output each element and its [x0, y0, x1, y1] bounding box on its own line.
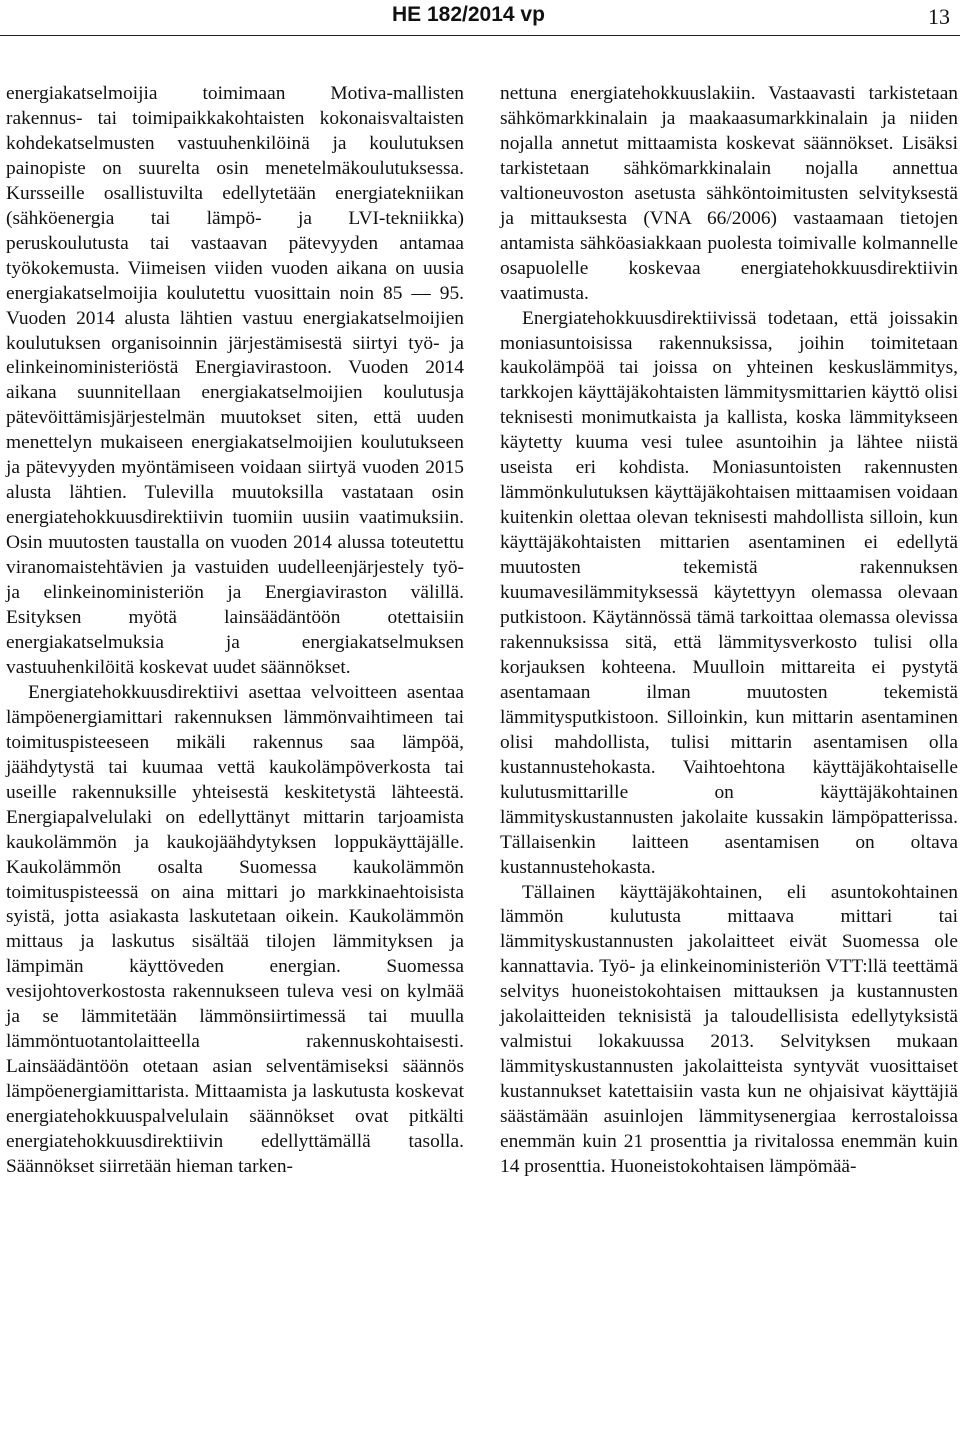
- paragraph: Energiatehokkuusdirektiivissä todetaan, että joissakin moniasuntoisissa rakennuksissa, joihin toimitetaan kaukolämpöä tai joissa on yhteinen keskuslämmitys, tarkkojen käyttäjäkohtaisten lämmitysmittarien käyttö olisi teknisesti monimutkaista ja kallista, koska lämmitykseen käytetty kuuma vesi tulee asuntoihin ja lähtee niistä useista eri kohdista. Moniasuntoisten rakennusten lämmönkulutuksen käyttäjäkohtaisen mittaamisen voidaan kuitenkin olettaa olevan teknisesti mahdollista silloin, kun käyttäjäkohtaisten mittarien asentaminen ei edellytä muutosten tekemistä rakennuksen kuumavesilämmityksessä käytettyyn olemassa olevaan putkistoon. Käytännössä tämä tarkoittaa olemassa olevissa rakennuksissa sitä, että lämmitysverkosto tulisi olla korjauksen kohteena. Muulloin mittareita ei pystytä asentamaan ilman muutosten tekemistä lämmitysputkistoon. Silloinkin, kun mittarin asentaminen olisi mahdollista, tulisi mittarin asentamisen olla kustannustehokasta. Vaihtoehtona käyttäjäkohtaiselle kulutusmittarille on käyttäjäkohtainen lämmityskustannusten jakolaite kussakin lämpöpatterissa. Tällaisenkin laitteen asentamisen on oltava kustannustehokasta.: [500, 307, 958, 878]
- page-header: [0, 0, 960, 34]
- document-id: HE 182/2014 vp: [392, 3, 545, 26]
- paragraph: Energiatehokkuusdirektiivi asettaa velvoitteen asentaa lämpöenergiamittari rakennuksen lämmönvaihtimeen tai toimituspisteeseen mikäli rakennus saa lämpöä, jäähdytystä tai kuumaa vettä kaukolämpöverkosta tai useille rakennuksille yhteisestä keskitetystä lähteestä. Energiapalvelulaki on edellyttänyt mittarin tarjoamista kaukolämmön ja kaukojäähdytyksen loppukäyttäjälle. Kaukolämmön osalta Suomessa kaukolämmön toimituspisteessä on aina mittari jo markkinaehtoisista syistä, jotta asiakasta laskutetaan oikein. Kaukolämmön mittaus ja laskutus sisältää tilojen lämmityksen ja lämpimän käyttöveden energian. Suomessa vesijohtoverkostosta rakennukseen tuleva vesi on kylmää ja se lämmitetään lämmönsiirtimessä tai muulla lämmöntuotantolaitteella rakennuskohtaisesti. Lainsäädäntöön otetaan asian selventämiseksi säännös lämpöenergiamittarista. Mittaamista ja laskutusta koskevat energiatehokkuuspalvelulain säännökset ovat pitkälti energiatehokkuusdirektiivin edellyttämällä tasolla. Säännökset siirretään hieman tarken-: [6, 681, 464, 1177]
- paragraph: Tällainen käyttäjäkohtainen, eli asuntokohtainen lämmön kulutusta mittaava mittari tai lämmityskustannusten jakolaitteet eivät Suomessa ole kannattavia. Työ- ja elinkeinoministeriön VTT:llä teettämä selvitys huoneistokohtaisen mittauksen ja kustannusten jakolaitteiden teknisistä ja taloudellisista edellytyksistä valmistui lokakuussa 2013. Selvityksen mukaan lämmityskustannusten jakolaitteista syntyvät vuosittaiset kustannukset katettaisiin vasta kun ne ohjaisivat käyttäjiä säästämään asuinlojen lämmitysenergiaa kerrostaloissa enemmän kuin 21 prosenttia ja rivitalossa enemmän kuin 14 prosenttia. Huoneistokohtaisen lämpömää-: [500, 881, 958, 1177]
- paragraph: energiakatselmoijia toimimaan Motiva-mallisten rakennus- tai toimipaikkakohtaisten kokonaisvaltaisten kohdekatselmusten vastuuhenkilöinä ja koulutuksen painopiste on suurelta osin menetelmäkoulutuksessa. Kursseille osallistuvilta edellytetään energiatekniikan (sähköenergia tai lämpö- ja LVI-tekniikka) peruskoulutusta tai vastaavan pätevyyden antamaa työkokemusta. Viimeisen viiden vuoden aikana on uusia energiakatselmoijia koulutettu vuosittain noin 85 — 95. Vuoden 2014 alusta lähtien vastuu energiakatselmoijien koulutuksen organisoinnin järjestämisestä siirtyi työ- ja elinkeinoministeriöstä Energiavirastoon. Vuoden 2014 aikana suunnitellaan energiakatselmoijien koulutusja pätevöittämisjärjestelmän muutokset siten, että uuden menettelyn mukaiseen energiakatselmoijien koulutukseen ja pätevyyden myöntämiseen voidaan siirtyä vuoden 2015 alusta lähtien. Tulevilla muutoksilla vastataan osin energiatehokkuusdirektiivin tuomiin uusiin vaatimuksiin. Osin muutosten taustalla on vuoden 2014 alussa toteutettu viranomaistehtävien ja vastuiden uudelleenjärjestely työ- ja elinkeinoministeriön ja Energiaviraston välillä. Esityksen myötä lainsäädäntöön otettaisiin energiakatselmuksia ja energiakatselmuksen vastuuhenkilöitä koskevat uudet säännökset.: [6, 83, 464, 678]
- page-number: 13: [928, 4, 950, 29]
- header-rule: [0, 35, 960, 36]
- paragraph: nettuna energiatehokkuuslakiin. Vastaavasti tarkistetaan sähkömarkkinalain ja maakaasumarkkinalain ja niiden nojalla annetut mittaamista koskevat säännökset. Lisäksi tarkistetaan sähkömarkkinalain nojalla annettua valtioneuvoston asetusta sähköntoimitusten selvityksestä ja mittauksesta (VNA 66/2006) vastaamaan tietojen antamista sähköasiakkaan puolesta toimivalle kolmannelle osapuolelle koskevaa energiatehokkuusdirektiivin vaatimusta.: [500, 83, 958, 304]
- right-column: [500, 82, 958, 1180]
- left-column: [6, 82, 464, 1180]
